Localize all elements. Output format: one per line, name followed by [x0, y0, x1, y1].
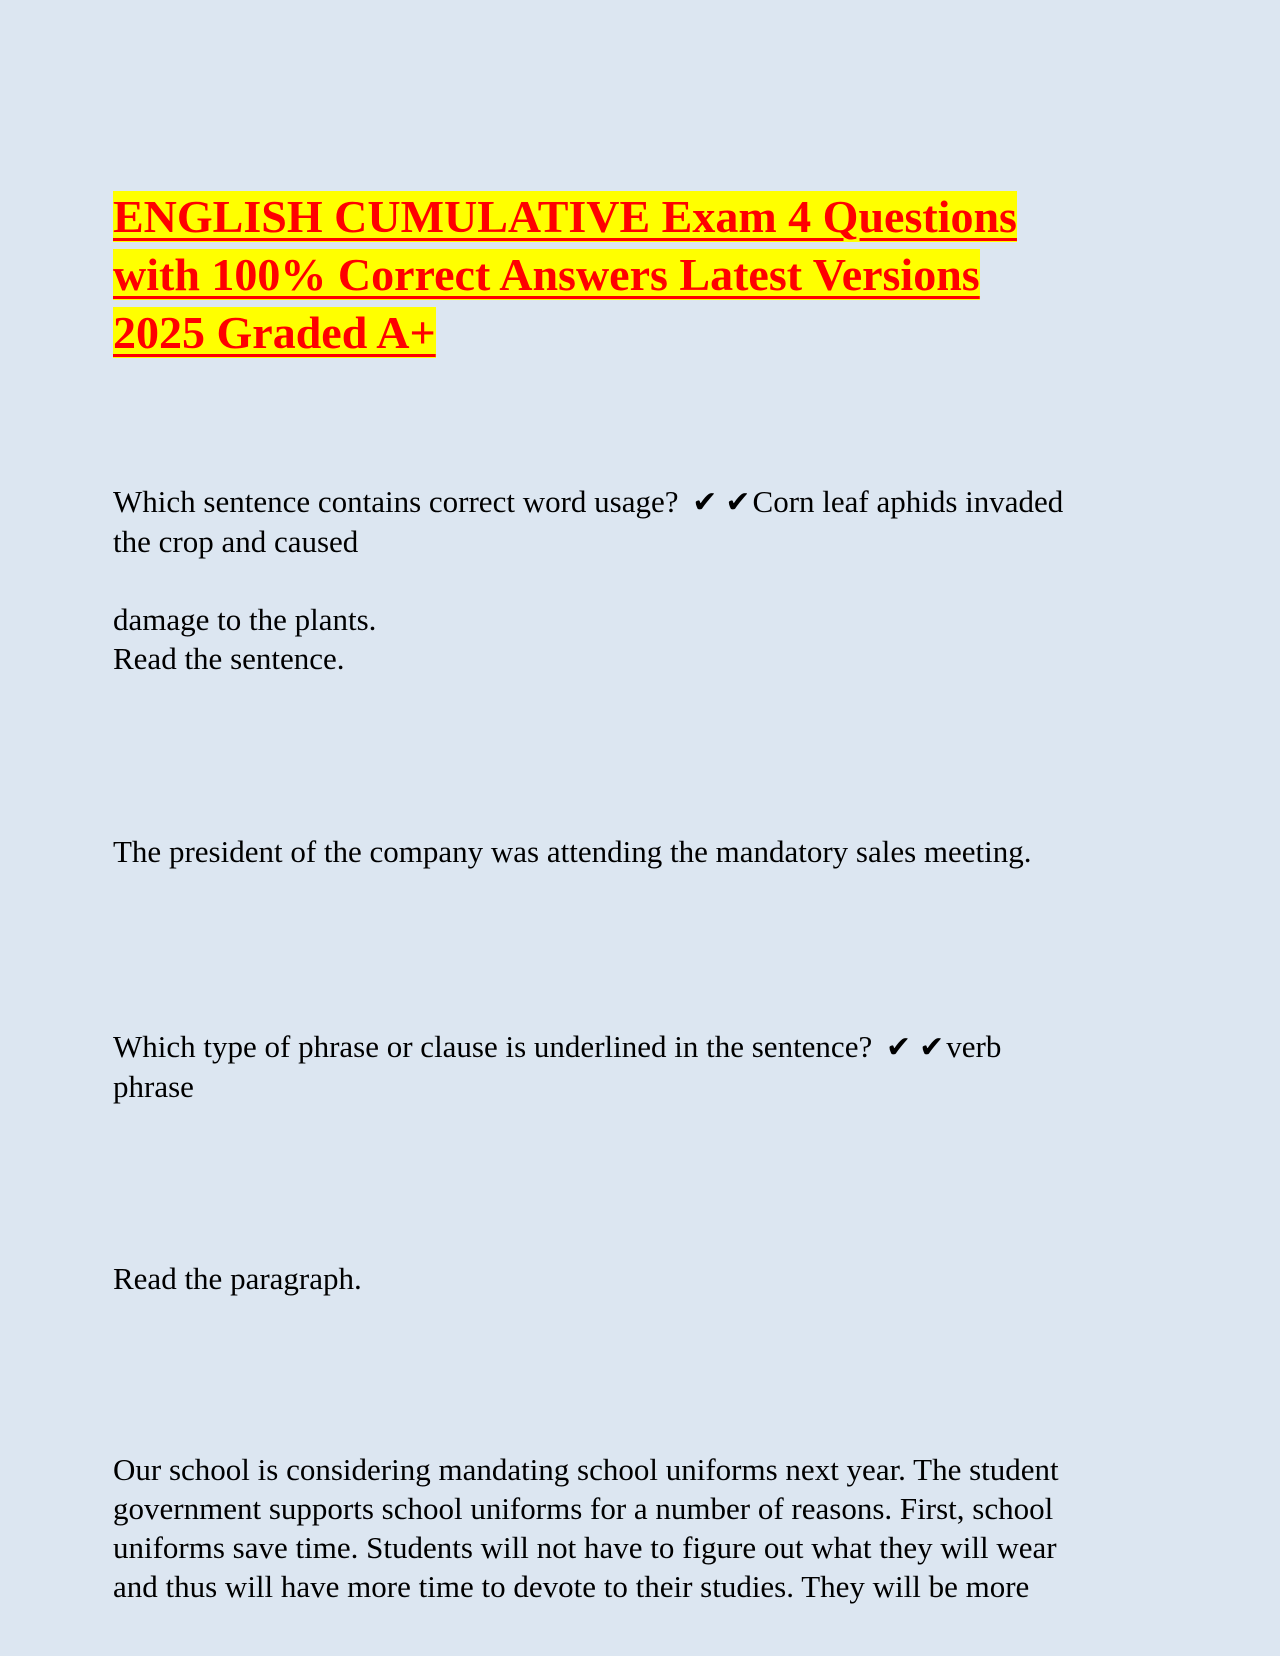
- paragraph-line-4: and thus will have more time to devote to their studies. They will be more: [113, 1569, 1030, 1604]
- checkmark-icon: ✔: [885, 1030, 912, 1065]
- title-line-2: with 100% Correct Answers Latest Versions: [113, 249, 980, 300]
- question-1-answer-line-1: Corn leaf aphids invaded: [752, 484, 1064, 519]
- question-2-text: Which type of phrase or clause is underlined in the sentence?: [113, 1029, 873, 1064]
- question-1-answer-continued: [113, 600, 1173, 678]
- document-title: [113, 188, 1173, 362]
- question-1-text: Which sentence contains correct word usage?: [113, 484, 679, 519]
- question-2-answer-line-1: verb: [946, 1029, 1002, 1064]
- read-paragraph-label: Read the paragraph.: [113, 1261, 362, 1296]
- example-sentence: The president of the company was attending the mandatory sales meeting.: [113, 834, 1032, 869]
- read-sentence-label: Read the sentence.: [113, 641, 345, 676]
- question-1: [113, 482, 1173, 561]
- checkmark-icon: ✔: [919, 1030, 945, 1065]
- paragraph: [113, 1450, 1173, 1606]
- checkmark-icon: ✔: [692, 485, 718, 520]
- question-1-answer-line-3: damage to the plants.: [113, 602, 377, 637]
- paragraph-line-2: government supports school uniforms for a number of reasons. First, school: [113, 1491, 1054, 1526]
- title-line-3: 2025 Graded A+: [113, 307, 436, 358]
- question-1-answer-line-2: the crop and caused: [113, 524, 359, 559]
- paragraph-line-3: uniforms save time. Students will not have to figure out what they will wear: [113, 1530, 1057, 1565]
- question-2-answer-line-2: phrase: [113, 1069, 194, 1104]
- title-line-1: ENGLISH CUMULATIVE Exam 4 Questions: [113, 191, 1017, 242]
- paragraph-line-1: Our school is considering mandating school uniforms next year. The student: [113, 1452, 1059, 1487]
- question-2: [113, 1027, 1173, 1106]
- checkmark-icon: ✔: [725, 485, 751, 520]
